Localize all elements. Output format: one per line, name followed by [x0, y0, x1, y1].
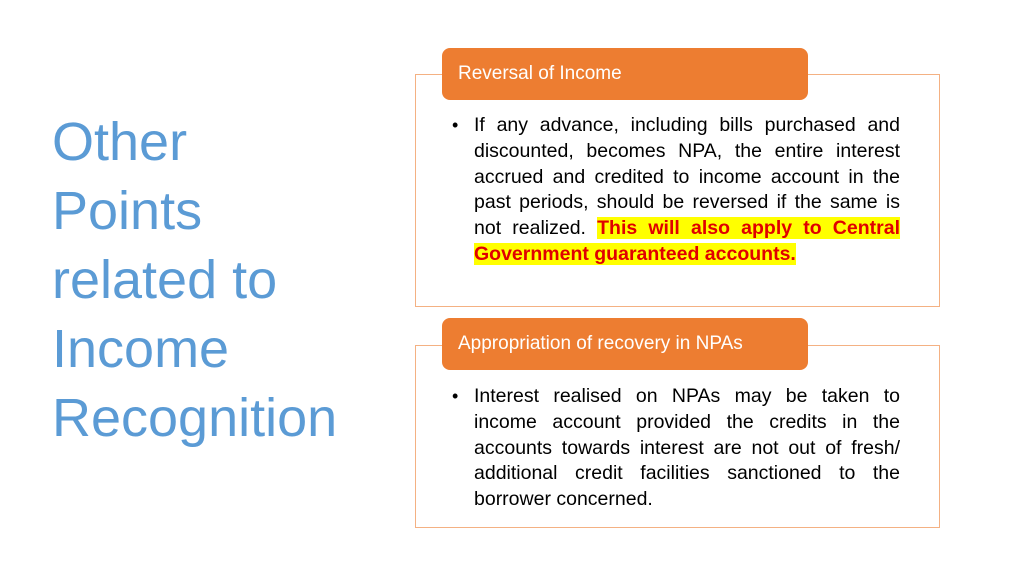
bullet-text	[474, 384, 900, 513]
appropriation-of-recovery-bullet	[452, 384, 900, 513]
bullet-body-text: Interest realised on NPAs may be taken to income account provided the credits in the accounts towards interest are not out of fresh/ additional credit facilities sanctioned to the borrower concerned.	[474, 385, 900, 511]
appropriation-of-recovery-header: Appropriation of recovery in NPAs	[442, 318, 808, 370]
title-line: Income	[52, 319, 230, 379]
bullet-text	[474, 113, 900, 268]
bullet-body-text: If any advance, including bills purchased and discounted, becomes NPA, the entire interest accrued and credited to income account in the past periods, should be reversed if the same is not realized.	[474, 114, 900, 240]
title-line: related to	[52, 250, 278, 310]
slide-title	[52, 108, 382, 453]
title-line: Points	[52, 181, 203, 241]
title-line: Other	[52, 112, 188, 172]
bullet-dot-icon: •	[452, 115, 459, 135]
highlighted-note: This will also apply to Central Government guaranteed accounts.	[474, 217, 900, 265]
bullet-dot-icon: •	[452, 386, 459, 406]
title-line: Recognition	[52, 388, 338, 448]
reversal-of-income-header: Reversal of Income	[442, 48, 808, 100]
reversal-of-income-bullet	[452, 113, 900, 268]
